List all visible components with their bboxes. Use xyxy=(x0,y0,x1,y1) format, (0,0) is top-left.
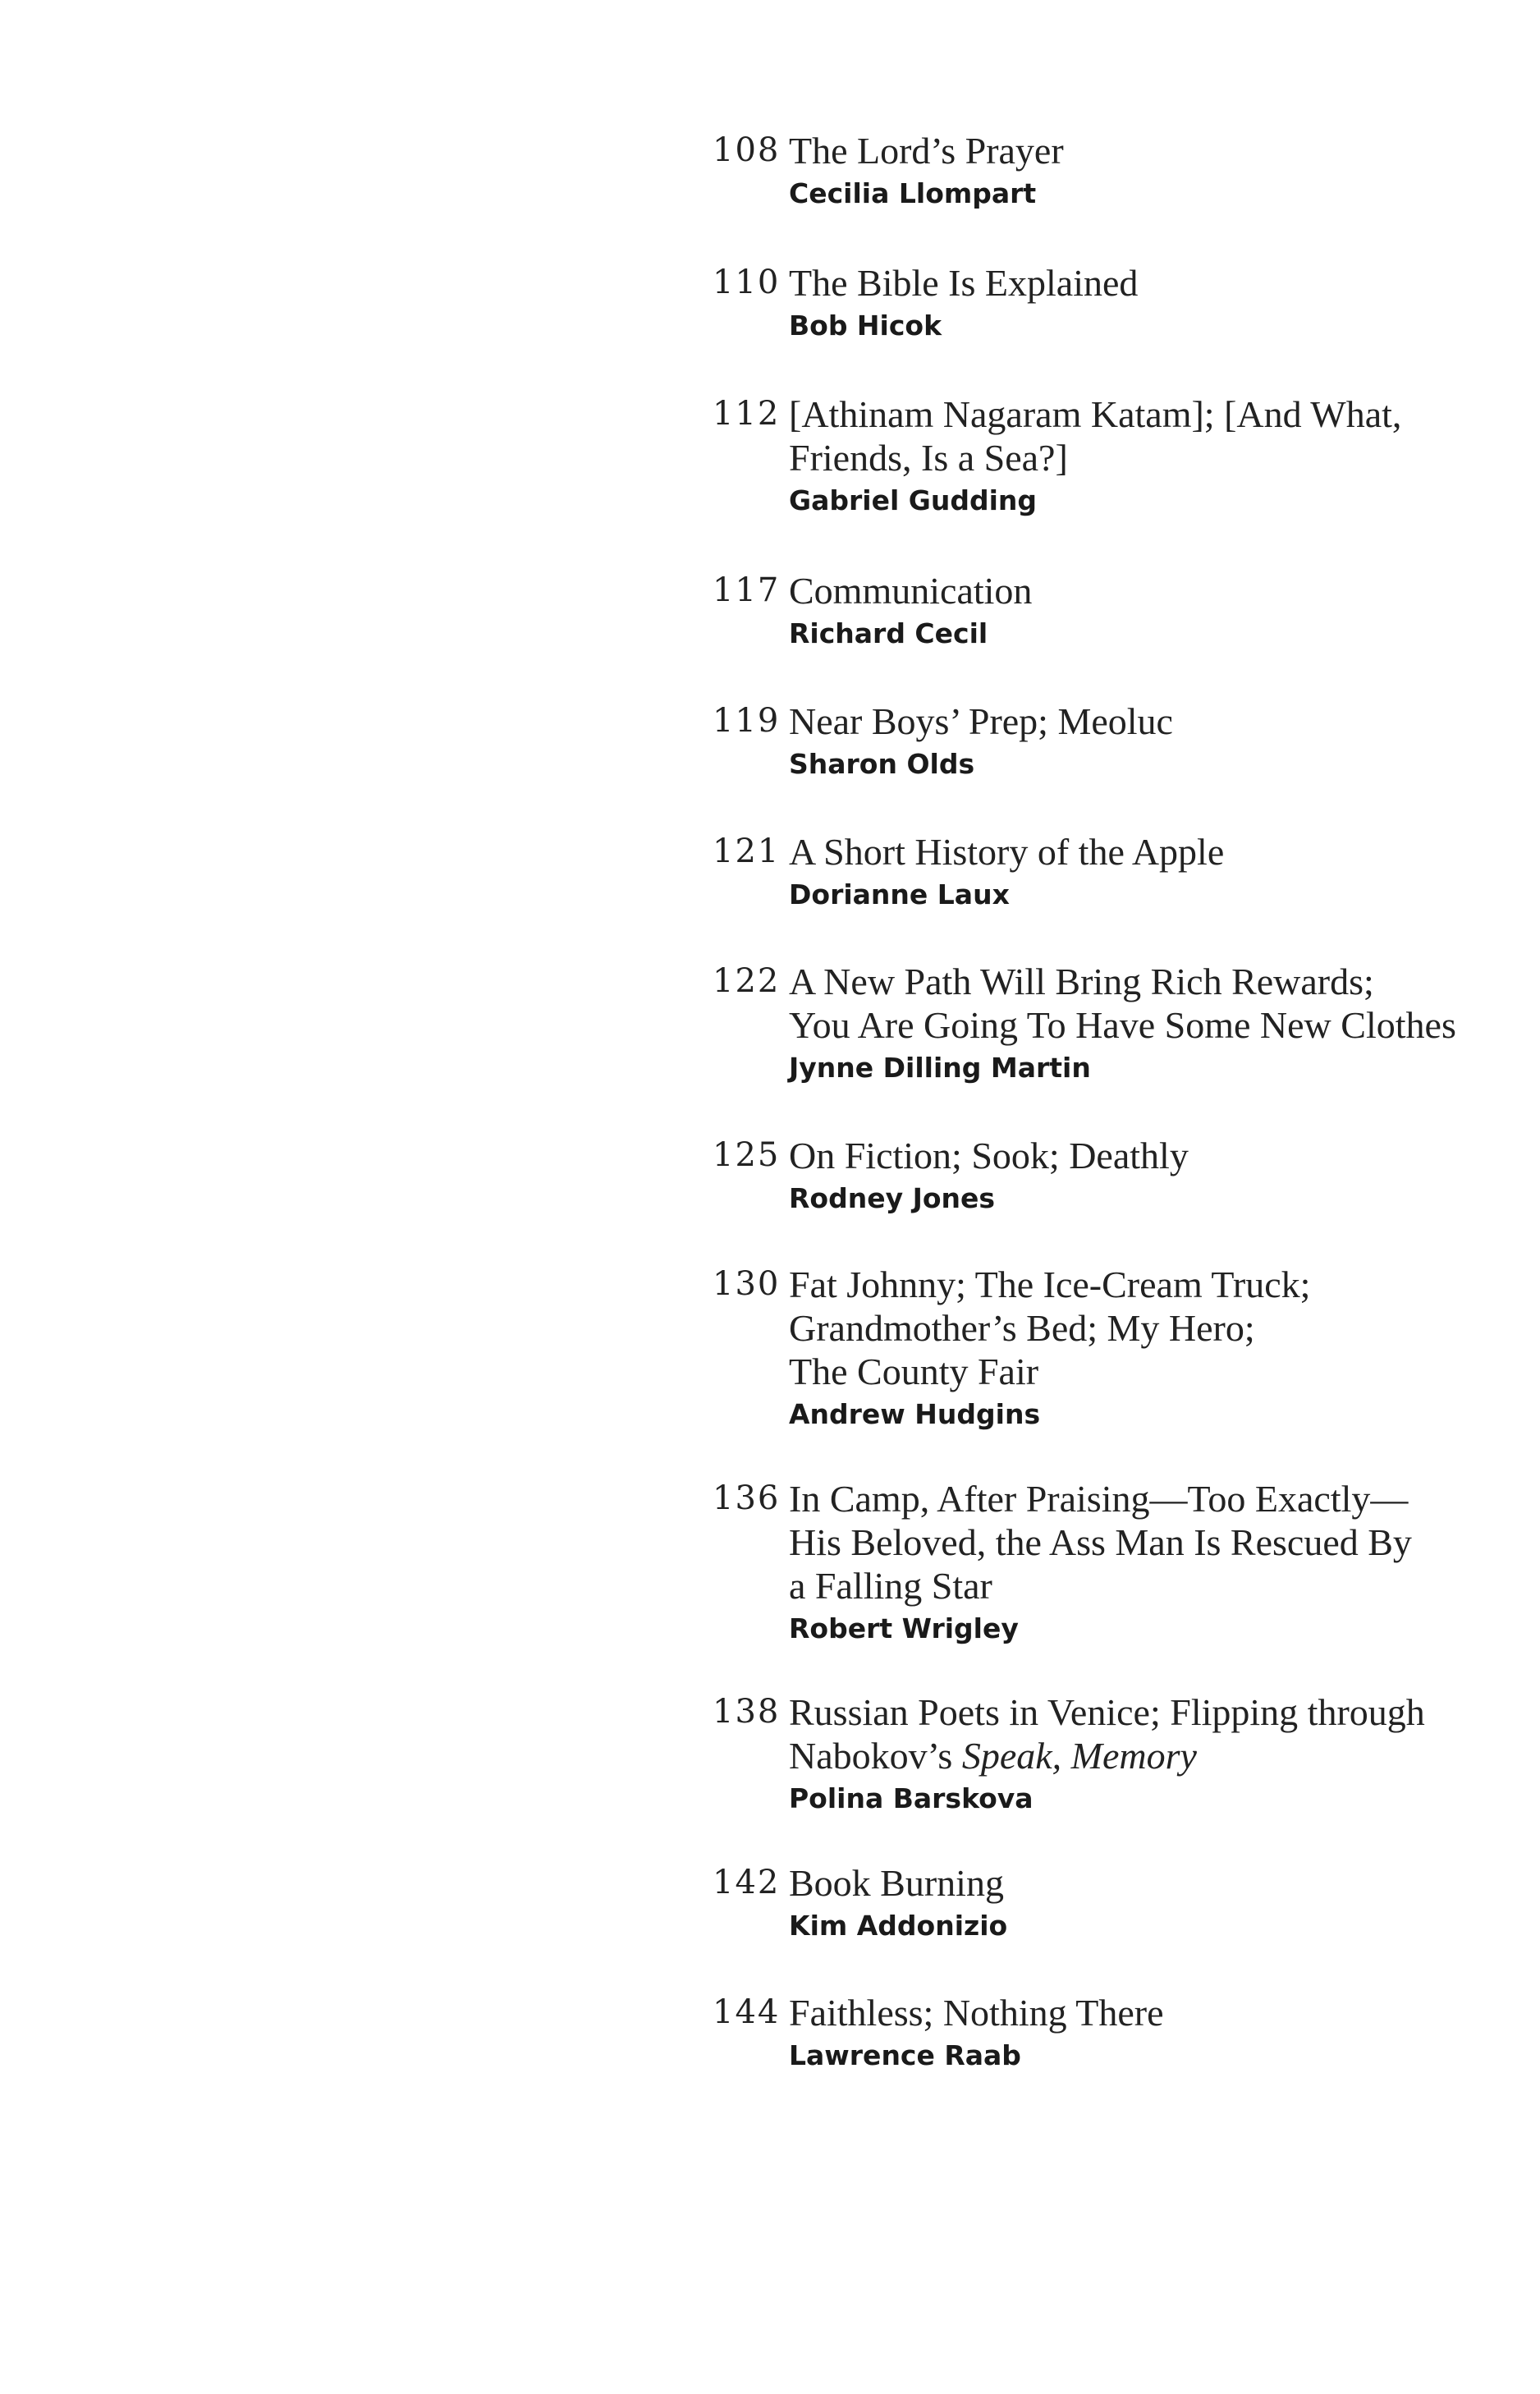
poem-title: Communication xyxy=(789,570,1033,612)
poem-title-continued: Friends, Is a Sea?] xyxy=(789,437,1068,479)
poem-title: The Bible Is Explained xyxy=(789,262,1139,304)
entry-text xyxy=(789,261,1528,342)
poem-title: Near Boys’ Prep; Meoluc xyxy=(789,700,1173,742)
poem-title: Russian Poets in Venice; Flipping through xyxy=(789,1691,1425,1733)
author-name: Lawrence Raab xyxy=(789,2039,1021,2071)
page-number: 108 xyxy=(713,131,781,169)
poem-title: [Athinam Nagaram Katam]; [And What, xyxy=(789,393,1402,435)
poem-title-continued: Grandmother’s Bed; My Hero; xyxy=(789,1307,1255,1349)
page-number: 142 xyxy=(713,1864,781,1901)
entry-text xyxy=(789,830,1528,911)
book-title-italic: Speak, Memory xyxy=(961,1735,1197,1777)
author-name: Gabriel Gudding xyxy=(789,484,1037,516)
poem-title-continued: You Are Going To Have Some New Clothes xyxy=(789,1004,1456,1046)
page-number: 136 xyxy=(713,1479,781,1517)
page-number: 144 xyxy=(713,1993,781,2031)
author-name: Bob Hicok xyxy=(789,310,942,342)
entry-text xyxy=(789,129,1528,210)
entry-text xyxy=(789,1991,1528,2072)
page-number: 125 xyxy=(713,1136,781,1174)
poem-title: A Short History of the Apple xyxy=(789,831,1225,873)
page-number: 130 xyxy=(713,1265,781,1303)
page-number: 117 xyxy=(713,571,781,609)
page-number: 121 xyxy=(713,832,781,870)
author-name: Jynne Dilling Martin xyxy=(789,1052,1091,1084)
entry-text xyxy=(789,1477,1528,1645)
author-name: Kim Addonizio xyxy=(789,1910,1008,1942)
page-number: 112 xyxy=(713,395,781,433)
title-prefix: Nabokov’s xyxy=(789,1735,962,1777)
entry-text xyxy=(789,960,1528,1085)
entry-text xyxy=(789,1861,1528,1942)
poem-title: On Fiction; Sook; Deathly xyxy=(789,1135,1189,1176)
poem-title: In Camp, After Praising—Too Exactly— xyxy=(789,1478,1409,1520)
page-number: 119 xyxy=(713,702,781,740)
page-number: 122 xyxy=(713,962,781,1000)
poem-title-continued: His Beloved, the Ass Man Is Rescued By xyxy=(789,1521,1412,1563)
poem-title: The Lord’s Prayer xyxy=(789,130,1064,172)
author-name: Andrew Hudgins xyxy=(789,1398,1041,1430)
entry-text xyxy=(789,1134,1528,1215)
entry-text xyxy=(789,1690,1528,1815)
poem-title-continued: The County Fair xyxy=(789,1351,1039,1392)
author-name: Dorianne Laux xyxy=(789,878,1010,910)
author-name: Cecilia Llompart xyxy=(789,177,1037,209)
author-name: Robert Wrigley xyxy=(789,1612,1019,1644)
author-name: Rodney Jones xyxy=(789,1182,996,1214)
author-name: Polina Barskova xyxy=(789,1782,1034,1814)
author-name: Richard Cecil xyxy=(789,617,988,649)
entry-text xyxy=(789,392,1528,517)
page-number: 110 xyxy=(713,264,781,301)
poem-title: Faithless; Nothing There xyxy=(789,1992,1164,2034)
entry-text xyxy=(789,699,1528,781)
entry-text xyxy=(789,569,1528,650)
poem-title: Book Burning xyxy=(789,1862,1004,1904)
poem-title: A New Path Will Bring Rich Rewards; xyxy=(789,961,1374,1002)
poem-title-continued: a Falling Star xyxy=(789,1565,992,1607)
author-name: Sharon Olds xyxy=(789,748,975,780)
poem-title-continued xyxy=(789,1734,1528,1777)
page-number: 138 xyxy=(713,1693,781,1731)
entry-text xyxy=(789,1263,1528,1431)
poem-title: Fat Johnny; The Ice-Cream Truck; xyxy=(789,1264,1311,1305)
